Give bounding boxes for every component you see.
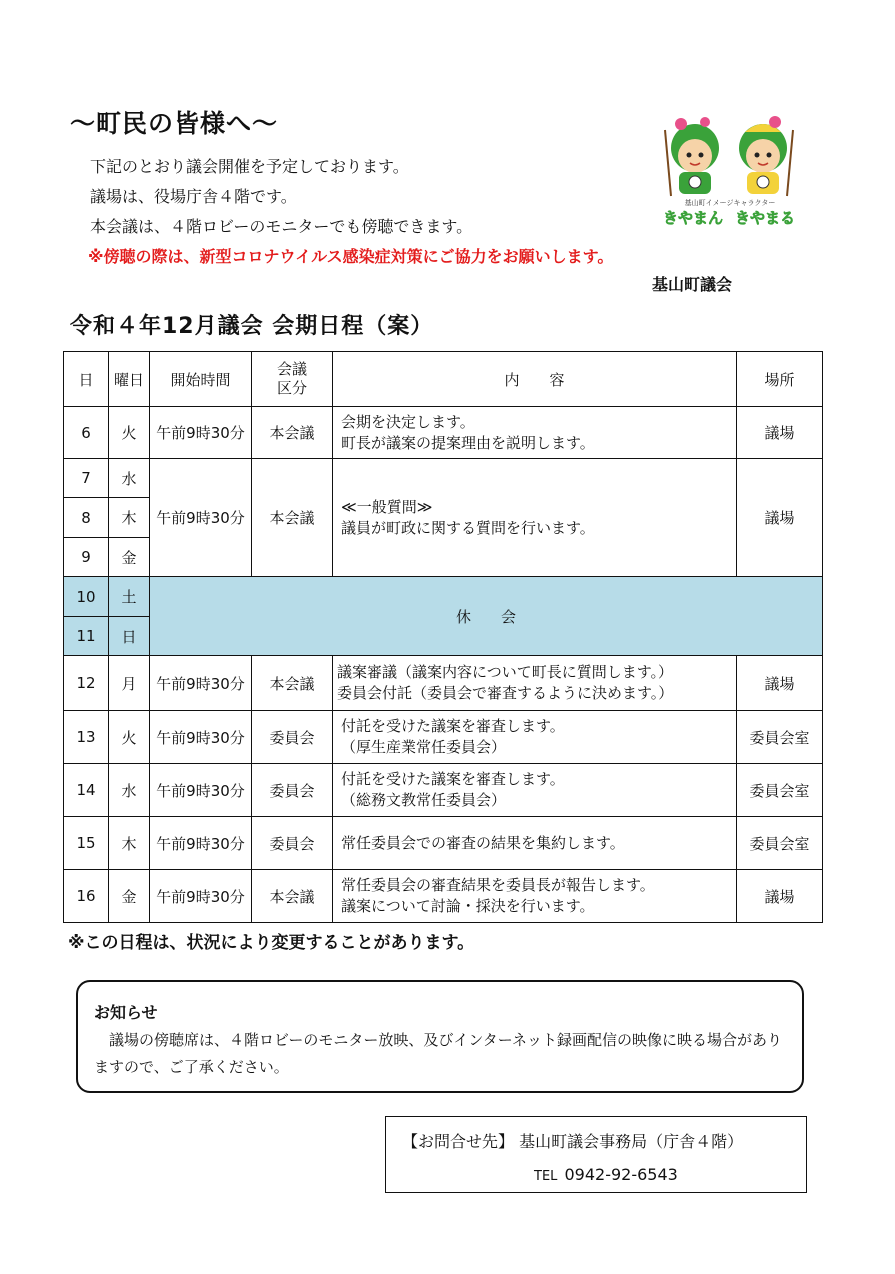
cell-meeting-type: 委員会 xyxy=(252,764,333,817)
schedule-table xyxy=(63,351,823,923)
contact-label: 【お問合せ先】 xyxy=(402,1132,515,1151)
cell-day: 11 xyxy=(64,617,109,656)
cell-day: 16 xyxy=(64,870,109,923)
cell-content: 議案審議（議案内容について町長に質問します。） 委員会付託（委員会で審査するように決めます。） xyxy=(333,656,737,711)
cell-content: ≪一般質問≫ 議員が町政に関する質問を行います。 xyxy=(333,459,737,577)
cell-place: 委員会室 xyxy=(737,817,823,870)
cell-meeting-type: 委員会 xyxy=(252,817,333,870)
cell-weekday: 土 xyxy=(109,577,150,617)
header-place: 場所 xyxy=(737,352,823,407)
cell-weekday: 日 xyxy=(109,617,150,656)
mascot-kiyaman-icon xyxy=(665,117,719,196)
notice-title: お知らせ xyxy=(94,1003,158,1022)
cell-day: 14 xyxy=(64,764,109,817)
cell-day: 10 xyxy=(64,577,109,617)
cell-day: 6 xyxy=(64,407,109,459)
cell-start-time: 午前9時30分 xyxy=(150,407,252,459)
table-row xyxy=(64,711,823,764)
cell-meeting-type: 本会議 xyxy=(252,870,333,923)
header-content: 内 容 xyxy=(333,352,737,407)
contact-phone xyxy=(534,1165,678,1184)
cell-weekday: 水 xyxy=(109,764,150,817)
table-row xyxy=(64,817,823,870)
cell-place: 議場 xyxy=(737,459,823,577)
mascot-kiyamaru-icon xyxy=(739,116,793,196)
schedule-note: ※この日程は、状況により変更することがあります。 xyxy=(68,933,475,953)
intro-line: 議場は、役場庁舎４階です。 xyxy=(90,187,297,206)
header-weekday: 曜日 xyxy=(109,352,150,407)
contact-office-name: 基山町議会事務局（庁舎４階） xyxy=(519,1132,744,1151)
mascot-name-kiyamaru: きやまる xyxy=(734,209,796,227)
table-row xyxy=(64,459,823,498)
cell-weekday: 水 xyxy=(109,459,150,498)
cell-content: 付託を受けた議案を審査します。 （厚生産業常任委員会） xyxy=(333,711,737,764)
cell-start-time: 午前9時30分 xyxy=(150,764,252,817)
cell-weekday: 火 xyxy=(109,711,150,764)
table-row-holiday xyxy=(64,577,823,617)
cell-weekday: 火 xyxy=(109,407,150,459)
mascot-name-kiyaman: きやまん xyxy=(662,209,724,227)
intro-line: 本会議は、４階ロビーのモニターでも傍聴できます。 xyxy=(90,217,473,236)
notice-body: 議場の傍聴席は、４階ロビーのモニター放映、及びインターネット録画配信の映像に映る場合がありますので、ご了承ください。 xyxy=(94,1031,783,1076)
cell-start-time: 午前9時30分 xyxy=(150,817,252,870)
header-start-time: 開始時間 xyxy=(150,352,252,407)
phone-number: 0942-92-6543 xyxy=(564,1165,678,1184)
cell-meeting-type: 委員会 xyxy=(252,711,333,764)
intro-line: 下記のとおり議会開催を予定しております。 xyxy=(90,157,409,176)
table-row xyxy=(64,656,823,711)
mascot-illustration xyxy=(655,108,805,230)
page-title: ～町民の皆様へ～ xyxy=(70,109,279,138)
cell-meeting-type: 本会議 xyxy=(252,459,333,577)
table-row xyxy=(64,764,823,817)
cell-meeting-type: 本会議 xyxy=(252,407,333,459)
cell-content: 会期を決定します。 町長が議案の提案理由を説明します。 xyxy=(333,407,737,459)
organization-name: 基山町議会 xyxy=(652,275,733,294)
cell-start-time: 午前9時30分 xyxy=(150,459,252,577)
cell-place: 委員会室 xyxy=(737,764,823,817)
cell-day: 7 xyxy=(64,459,109,498)
cell-place: 議場 xyxy=(737,407,823,459)
cell-weekday: 月 xyxy=(109,656,150,711)
cell-place: 議場 xyxy=(737,870,823,923)
cell-day: 9 xyxy=(64,538,109,577)
header-day: 日 xyxy=(64,352,109,407)
covid-warning: ※傍聴の際は、新型コロナウイルス感染症対策にご協力をお願いします。 xyxy=(88,247,614,266)
contact-office xyxy=(402,1129,743,1152)
table-row xyxy=(64,407,823,459)
mascot-caption: 基山町イメージキャラクター xyxy=(684,199,776,207)
contact-box xyxy=(385,1116,807,1193)
cell-day: 15 xyxy=(64,817,109,870)
notice-box xyxy=(76,980,804,1093)
cell-weekday: 金 xyxy=(109,538,150,577)
schedule-title: 令和４年12月議会 会期日程（案） xyxy=(70,314,434,339)
table-header-row xyxy=(64,352,823,407)
cell-content: 常任委員会の審査結果を委員長が報告します。 議案について討論・採決を行います。 xyxy=(333,870,737,923)
cell-weekday: 木 xyxy=(109,817,150,870)
phone-label: TEL xyxy=(534,1169,558,1184)
table-row xyxy=(64,870,823,923)
cell-recess: 休 会 xyxy=(150,577,823,656)
cell-start-time: 午前9時30分 xyxy=(150,870,252,923)
cell-meeting-type: 本会議 xyxy=(252,656,333,711)
cell-place: 委員会室 xyxy=(737,711,823,764)
cell-weekday: 金 xyxy=(109,870,150,923)
cell-content: 常任委員会での審査の結果を集約します。 xyxy=(333,817,737,870)
cell-start-time: 午前9時30分 xyxy=(150,656,252,711)
cell-content: 付託を受けた議案を審査します。 （総務文教常任委員会） xyxy=(333,764,737,817)
cell-start-time: 午前9時30分 xyxy=(150,711,252,764)
cell-weekday: 木 xyxy=(109,498,150,538)
cell-day: 8 xyxy=(64,498,109,538)
cell-day: 13 xyxy=(64,711,109,764)
intro-text xyxy=(90,152,613,272)
header-meeting-type: 会議 区分 xyxy=(252,352,333,407)
cell-day: 12 xyxy=(64,656,109,711)
cell-place: 議場 xyxy=(737,656,823,711)
